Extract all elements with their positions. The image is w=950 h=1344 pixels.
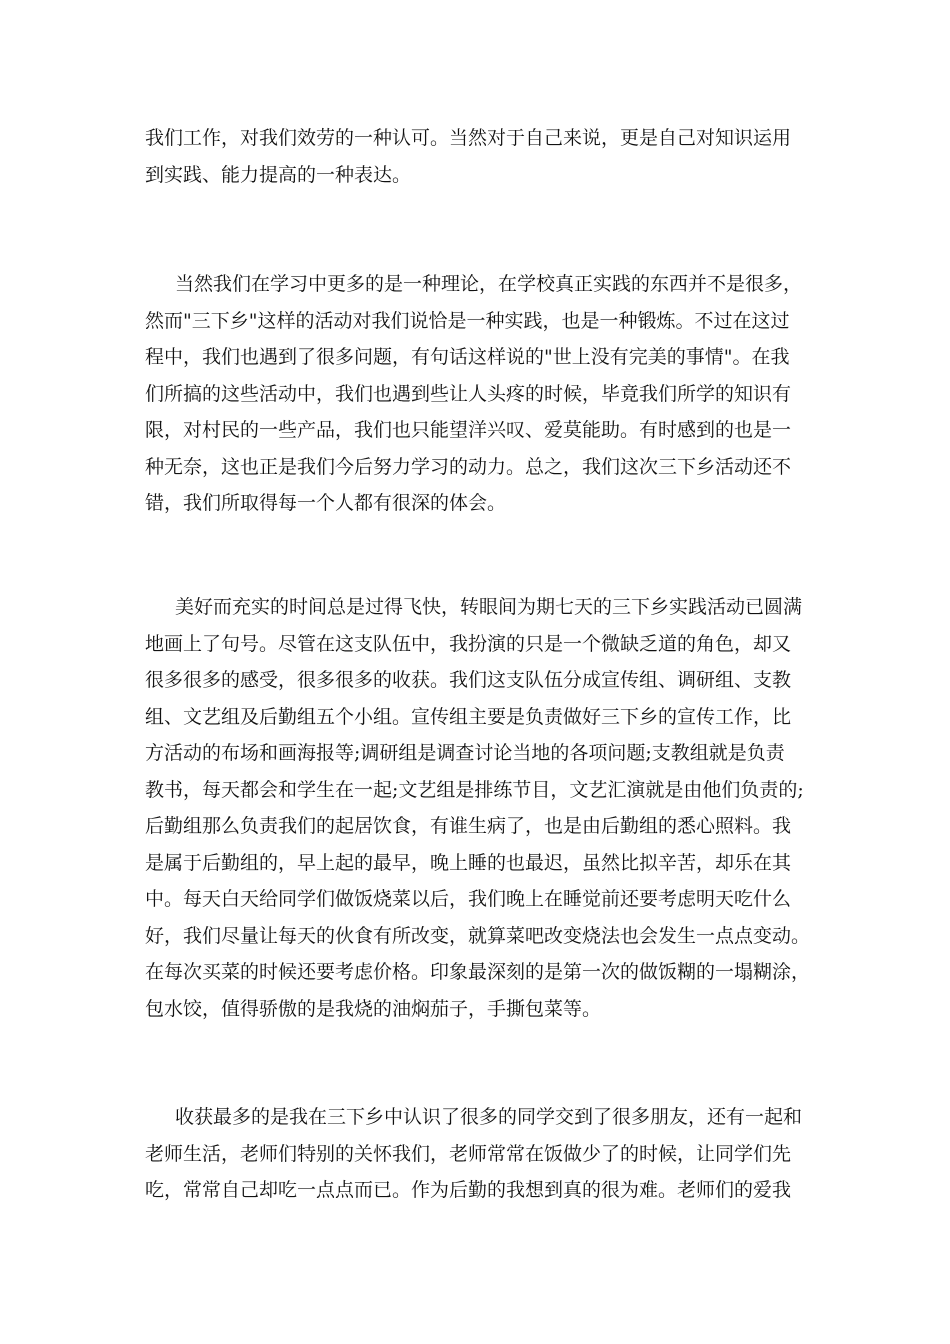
text-line: 种无奈，这也正是我们今后努力学习的动力。总之，我们这次三下乡活动还不	[145, 455, 792, 478]
text-line: 教书，每天都会和学生在一起;文艺组是排练节目，文艺汇演就是由他们负责的;	[145, 778, 804, 801]
text-line: 方活动的布场和画海报等;调研组是调查讨论当地的各项问题;支教组就是负责	[145, 742, 785, 764]
text-line: 在每次买菜的时候还要考虑价格。印象最深刻的是第一次的做饭糊的一塌糊涂，	[145, 961, 811, 983]
text-line: 后勤组那么负责我们的起居饮食，有谁生病了，也是由后勤组的悉心照料。我	[145, 815, 792, 837]
text-line: 当然我们在学习中更多的是一种理论，在学校真正实践的东西并不是很多，	[175, 273, 803, 295]
text-line: 我们工作，对我们效劳的一种认可。当然对于自己来说，更是自己对知识运用	[145, 127, 792, 149]
text-line: 老师生活，老师们特别的关怀我们，老师常常在饭做少了的时候，让同学们先	[145, 1142, 792, 1165]
text-line: 美好而充实的时间总是过得飞快，转眼间为期七天的三下乡实践活动已圆满	[175, 596, 803, 618]
text-line: 组、文艺组及后勤组五个小组。宣传组主要是负责做好三下乡的宣传工作，比	[145, 705, 792, 728]
text-line: 中。每天白天给同学们做饭烧菜以后，我们晚上在睡觉前还要考虑明天吃什么	[145, 888, 792, 910]
text-line: 收获最多的是我在三下乡中认识了很多的同学交到了很多朋友，还有一起和	[175, 1106, 803, 1128]
text-line: 好，我们尽量让每天的伙食有所改变，就算菜吧改变烧法也会发生一点点变动。	[145, 924, 811, 947]
text-line: 很多很多的感受，很多很多的收获。我们这支队伍分成宣传组、调研组、支教	[145, 669, 792, 691]
text-line: 错，我们所取得每一个人都有很深的体会。	[145, 492, 507, 514]
text-line: 限，对村民的一些产品，我们也只能望洋兴叹、爱莫能助。有时感到的也是一	[145, 419, 792, 441]
paragraph-1	[145, 120, 809, 193]
text-line: 然而"三下乡"这样的活动对我们说恰是一种实践，也是一种锻炼。不过在这过	[145, 309, 790, 332]
text-line: 是属于后勤组的，早上起的最早，晚上睡的也最迟，虽然比拟辛苦，却乐在其	[145, 851, 792, 874]
text-line: 程中，我们也遇到了很多问题，有句话这样说的"世上没有完美的事情"。在我	[145, 346, 790, 368]
paragraph-4	[145, 1099, 809, 1209]
text-line: 吃，常常自己却吃一点点而已。作为后勤的我想到真的很为难。老师们的爱我	[145, 1179, 792, 1201]
text-line: 包水饺，值得骄傲的是我烧的油焖茄子，手撕包菜等。	[145, 997, 602, 1020]
text-line: 们所搞的这些活动中，我们也遇到些让人头疼的时候，毕竟我们所学的知识有	[145, 382, 792, 405]
text-line: 地画上了句号。尽管在这支队伍中，我扮演的只是一个微缺乏道的角色，却又	[145, 632, 792, 655]
paragraph-2	[145, 266, 809, 522]
paragraph-3	[145, 589, 809, 1027]
text-line: 到实践、能力提高的一种表达。	[145, 163, 412, 186]
